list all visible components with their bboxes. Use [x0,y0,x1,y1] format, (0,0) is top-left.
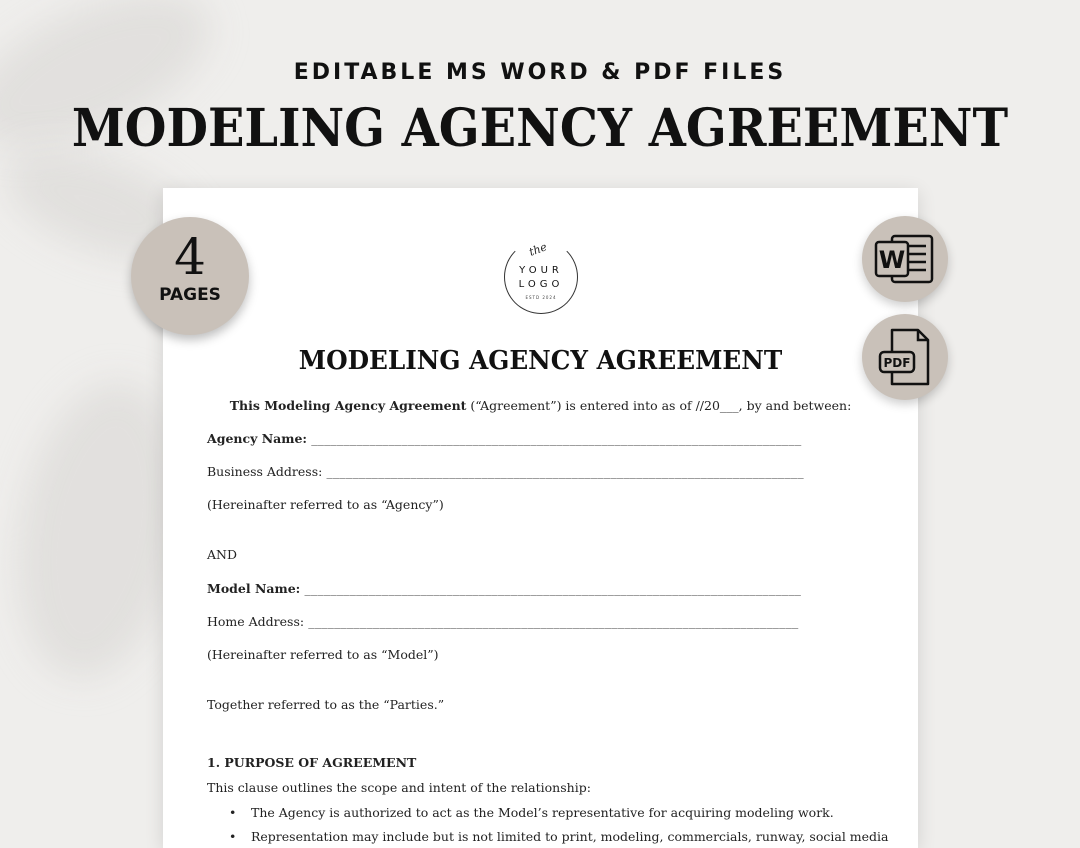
agency-name-line [207,431,801,446]
model-name-label: Model Name: [207,581,301,596]
pdf-icon [862,314,948,400]
logo-line-1: YOUR [519,265,563,276]
pages-count: 4 [174,228,206,286]
word-badge [862,216,948,302]
intro-rest: (“Agreement”) is entered into as of //20___, by and between: [466,398,852,413]
svg-text:W: W [878,246,906,274]
business-address-label: Business Address: [207,464,323,479]
intro-bold: This Modeling Agency Agreement [229,398,467,413]
bullet-icon: • [229,829,237,844]
word-icon [862,216,948,302]
pages-badge [131,217,249,335]
agency-name-label: Agency Name: [207,431,308,446]
logo-line-2: LOGO [518,279,564,290]
bullet-2: Representation may include but is not limited to print, modeling, commercials, runway, social media [251,829,889,844]
logo-script: the [527,240,549,259]
home-address-label: Home Address: [207,614,305,629]
section-1-intro: This clause outlines the scope and intent of the relationship: [207,780,591,795]
logo-placeholder [504,240,578,314]
pages-label: PAGES [159,285,221,305]
business-address-blank[interactable]: __________________________________________________________________________ [322,464,804,479]
pdf-badge [862,314,948,400]
headline-title: MODELING AGENCY AGREEMENT [71,98,1009,159]
agency-name-blank[interactable]: ____________________________________________________________________________ [307,431,802,446]
agency-reference: (Hereinafter referred to as “Agency”) [207,497,444,512]
logo-est: ESTD 2024 [525,295,557,300]
bullet-1: The Agency is authorized to act as the Model’s representative for acquiring modeling work. [251,805,834,820]
section-1-title: 1. PURPOSE OF AGREEMENT [207,755,417,770]
document-page [163,188,918,848]
model-name-line [207,581,801,596]
business-address-line [207,464,804,479]
eyebrow-text: EDITABLE MS WORD & PDF FILES [293,60,787,85]
bullet-icon: • [229,805,237,820]
home-address-blank[interactable]: ____________________________________________________________________________ [304,614,799,629]
model-reference: (Hereinafter referred to as “Model”) [207,647,439,662]
parties-text: Together referred to as the “Parties.” [207,697,445,712]
document-title: MODELING AGENCY AGREEMENT [298,346,783,376]
and-text: AND [207,547,237,562]
svg-text:PDF: PDF [883,356,911,370]
home-address-line [207,614,798,629]
model-name-blank[interactable]: _____________________________________________________________________________ [300,581,802,596]
intro-line [163,398,918,413]
